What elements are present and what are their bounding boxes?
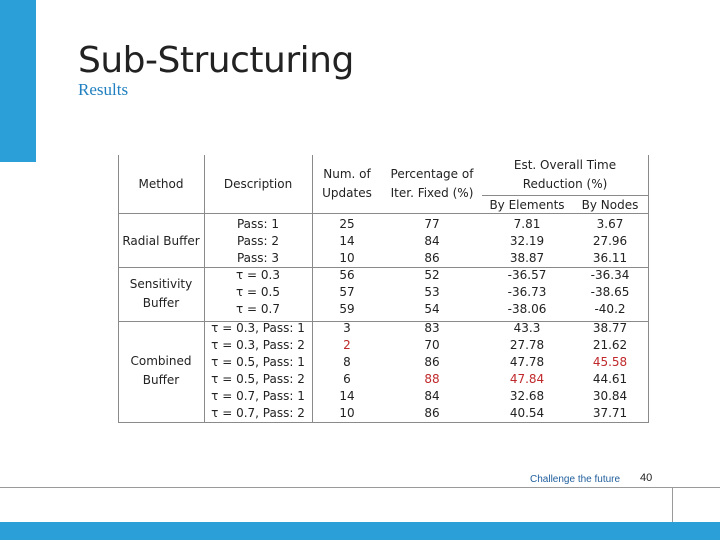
cell-fixed: 86 <box>424 355 440 369</box>
group-label-combined-buffer-line1: Combined <box>130 354 192 368</box>
cell-fixed: 86 <box>424 251 440 265</box>
cell-by-nodes: 38.77 <box>592 321 628 335</box>
cell-fixed: 54 <box>424 302 440 316</box>
bottom-accent-bar <box>0 522 720 540</box>
footer-tagline: Challenge the future <box>530 474 621 485</box>
cell-updates: 59 <box>339 302 355 316</box>
header-by-nodes: By Nodes <box>581 198 639 212</box>
cell-by-nodes: -38.65 <box>590 285 630 299</box>
cell-description: τ = 0.3, Pass: 2 <box>211 338 305 352</box>
cell-fixed: 86 <box>424 406 440 420</box>
header-num-updates-line1: Num. of <box>323 167 371 181</box>
cell-by-elements: 47.78 <box>509 355 545 369</box>
group-label-sensitivity-buffer-line1: Sensitivity <box>129 277 193 291</box>
cell-updates: 8 <box>343 355 351 369</box>
cell-updates: 3 <box>343 321 351 335</box>
cell-description: τ = 0.5 <box>236 285 280 299</box>
slide-subtitle: Results <box>78 80 129 99</box>
group-label-sensitivity-buffer-line2: Buffer <box>142 296 180 310</box>
cell-by-elements: 43.3 <box>513 321 541 335</box>
cell-updates: 6 <box>343 372 351 386</box>
header-description: Description <box>223 177 293 191</box>
cell-by-nodes: -36.34 <box>590 268 630 282</box>
cell-fixed: 52 <box>424 268 440 282</box>
cell-fixed: 84 <box>424 389 440 403</box>
cell-updates: 14 <box>339 389 355 403</box>
cell-by-elements: -38.06 <box>507 302 547 316</box>
cell-updates: 10 <box>339 251 355 265</box>
cell-by-nodes: 3.67 <box>596 217 624 231</box>
cell-fixed: 84 <box>424 234 440 248</box>
footer-divider-tick <box>672 487 673 522</box>
group-label-radial-buffer: Radial Buffer <box>122 234 200 248</box>
cell-description: τ = 0.7, Pass: 1 <box>211 389 305 403</box>
cell-by-nodes: 30.84 <box>592 389 628 403</box>
cell-by-nodes-highlighted: 45.58 <box>592 355 628 369</box>
cell-by-elements: 32.68 <box>509 389 545 403</box>
cell-description: τ = 0.7 <box>236 302 280 316</box>
cell-updates: 25 <box>339 217 355 231</box>
cell-by-elements: 27.78 <box>509 338 545 352</box>
cell-updates: 14 <box>339 234 355 248</box>
cell-updates: 57 <box>339 285 355 299</box>
cell-fixed: 83 <box>424 321 440 335</box>
cell-description: τ = 0.5, Pass: 1 <box>211 355 305 369</box>
cell-by-nodes: -40.2 <box>594 302 626 316</box>
cell-by-elements: 32.19 <box>509 234 545 248</box>
header-pct-fixed-line2: Iter. Fixed (%) <box>390 186 474 200</box>
cell-fixed: 53 <box>424 285 440 299</box>
cell-by-nodes: 44.61 <box>592 372 628 386</box>
accent-bar <box>0 0 36 162</box>
cell-by-elements: -36.73 <box>507 285 547 299</box>
header-num-updates-line2: Updates <box>322 186 372 200</box>
cell-description: Pass: 3 <box>236 251 280 265</box>
slide-title: Sub-Structuring <box>78 40 354 81</box>
header-pct-fixed-line1: Percentage of <box>390 167 474 181</box>
header-overall-time-line1: Est. Overall Time <box>513 158 617 172</box>
cell-by-elements: 40.54 <box>509 406 545 420</box>
cell-by-elements: 38.87 <box>509 251 545 265</box>
cell-fixed: 70 <box>424 338 440 352</box>
cell-by-nodes: 27.96 <box>592 234 628 248</box>
cell-fixed-highlighted: 88 <box>424 372 440 386</box>
cell-by-nodes: 36.11 <box>592 251 628 265</box>
cell-by-nodes: 21.62 <box>592 338 628 352</box>
cell-by-elements: 7.81 <box>513 217 541 231</box>
header-by-elements: By Elements <box>489 198 565 212</box>
cell-updates: 56 <box>339 268 355 282</box>
header-overall-time-line2: Reduction (%) <box>522 177 608 191</box>
header-method: Method <box>138 177 184 191</box>
cell-description: τ = 0.3, Pass: 1 <box>211 321 305 335</box>
cell-by-nodes: 37.71 <box>592 406 628 420</box>
cell-description: Pass: 2 <box>236 234 280 248</box>
cell-updates-highlighted: 2 <box>343 338 351 352</box>
cell-description: τ = 0.3 <box>236 268 280 282</box>
footer-divider <box>0 487 720 488</box>
group-label-combined-buffer-line2: Buffer <box>142 373 180 387</box>
page-number: 40 <box>640 472 653 484</box>
cell-by-elements-highlighted: 47.84 <box>509 372 545 386</box>
cell-description: τ = 0.7, Pass: 2 <box>211 406 305 420</box>
cell-updates: 10 <box>339 406 355 420</box>
cell-description: Pass: 1 <box>236 217 280 231</box>
cell-fixed: 77 <box>424 217 440 231</box>
cell-description: τ = 0.5, Pass: 2 <box>211 372 305 386</box>
cell-by-elements: -36.57 <box>507 268 547 282</box>
